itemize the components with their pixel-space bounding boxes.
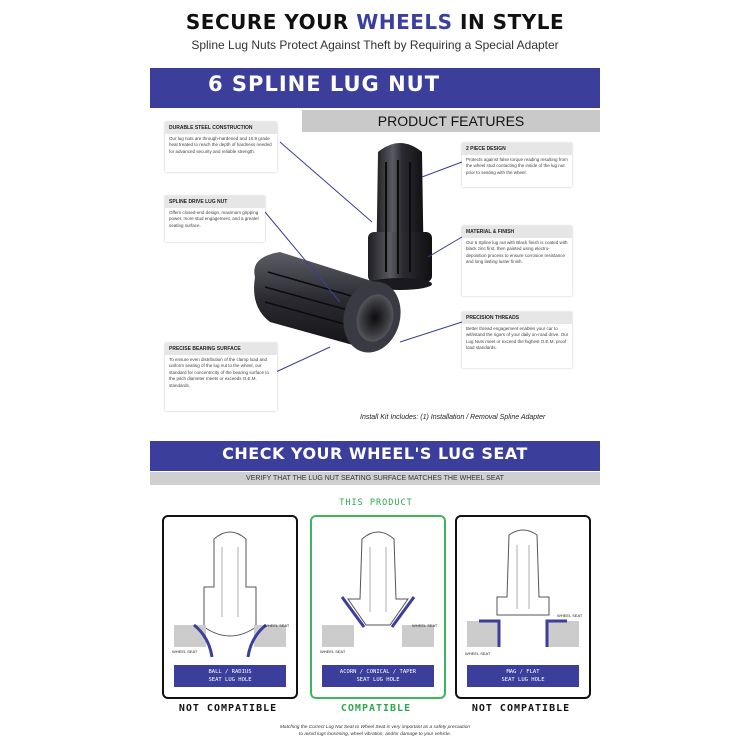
upright-lug-nut [368, 143, 432, 290]
wheel-seat-tag: WHEEL SEAT [172, 649, 198, 654]
callout-material [462, 226, 572, 296]
seat-panel-ball [162, 515, 298, 699]
seat-label-ball-line1: BALL / RADIUS [208, 669, 252, 675]
seat-label-mag [467, 665, 579, 687]
seat-label-acorn-line1: ACORN / CONICAL / TAPER [339, 669, 417, 675]
safety-footnote [180, 724, 570, 738]
seat-panel-acorn [310, 515, 446, 699]
callout-material-heading: MATERIAL & FINISH [462, 226, 572, 238]
seat-label-acorn-line2: SEAT LUG HOLE [356, 677, 400, 683]
seat-label-acorn [322, 665, 434, 687]
title-part-2: IN STYLE [452, 10, 565, 34]
status-acorn: COMPATIBLE [340, 703, 412, 714]
wheel-seat-tag: WHEEL SEAT [320, 649, 346, 654]
page-subtitle: Spline Lug Nuts Protect Against Theft by Requiring a Special Adapter [191, 38, 559, 52]
callout-two-piece-text: Protects against false torque reading resulting from the wheel stud contacting the inside of the lug nut prior to seating with the wheel. [466, 157, 568, 175]
verify-instruction: VERIFY THAT THE LUG NUT SEATING SURFACE MATCHES THE WHEEL SEAT [246, 475, 504, 482]
ball-seat-diagram [164, 517, 296, 667]
callout-durable [165, 122, 277, 172]
features-heading: PRODUCT FEATURES [377, 113, 525, 129]
callout-spline [165, 196, 265, 242]
wheel-seat-tag: WHEEL SEAT [465, 651, 491, 656]
mag-seat-diagram [457, 517, 589, 667]
title-highlight: WHEELS [356, 10, 453, 34]
wheel-seat-tag: WHEEL SEAT [412, 623, 438, 628]
callout-durable-text: Our lug nuts are through-hardened and 10.9 grade heat treated to reach the depth of hardness needed for advanced security and reliable strength. [169, 136, 272, 154]
callout-bearing [165, 343, 277, 411]
install-kit-note: Install Kit Includes: (1) Installation / Removal Spline Adapter [360, 414, 546, 421]
this-product-label: THIS PRODUCT [339, 498, 413, 508]
callout-spline-text: Offers closed-end design, maximum gripping power, more stud engagement, and a greater seating surface. [169, 210, 260, 228]
callout-material-text: Our 6 Spline lug nut with Black finish is coated with black zinc first, then painted using electro-deposition process to ensure corrosion resistance and long lasting luster finish. [466, 240, 568, 265]
wheel-seat-tag: WHEEL SEAT [264, 623, 290, 628]
callout-bearing-heading: PRECISE BEARING SURFACE [165, 343, 277, 355]
callout-spline-heading: SPLINE DRIVE LUG NUT [165, 196, 265, 208]
callout-two-piece [462, 143, 572, 187]
footnote-line-2: to avoid lugs loosening, wheel vibration, and/or damage to your vehicle. [299, 732, 451, 737]
page-title [0, 10, 750, 34]
status-mag: NOT COMPATIBLE [471, 703, 571, 714]
seat-label-mag-line2: SEAT LUG HOLE [501, 677, 545, 683]
title-part-1: SECURE YOUR [185, 10, 357, 34]
seat-label-mag-line1: MAG / FLAT [506, 669, 540, 675]
callout-threads [462, 312, 572, 368]
status-ball: NOT COMPATIBLE [178, 703, 278, 714]
callout-threads-text: Better thread engagement enables your car to withstand the rigors of your daily on-road drive. Our Lug Nuts meet or exceed the highest O.E.M. proof load standards. [466, 326, 569, 351]
callout-durable-heading: DURABLE STEEL CONSTRUCTION [165, 122, 277, 134]
wheel-seat-tag: WHEEL SEAT [557, 613, 583, 618]
footnote-line-1: Matching the Correct Lug Nut Seat to Wheel Seat is very important as a safety precaution [279, 725, 471, 730]
seat-panel-mag [455, 515, 591, 699]
callout-threads-heading: PRECISION THREADS [462, 312, 572, 324]
seat-label-ball [174, 665, 286, 687]
acorn-seat-diagram [312, 517, 444, 667]
lug-seat-banner-title: CHECK YOUR WHEEL'S LUG SEAT [222, 444, 528, 463]
callout-two-piece-heading: 2 PIECE DESIGN [462, 143, 572, 155]
product-banner-title: 6 SPLINE LUG NUT [208, 72, 441, 96]
seat-label-ball-line2: SEAT LUG HOLE [208, 677, 252, 683]
callout-bearing-text: To ensure even distribution of the clamp load and uniform seating of the lug nut to the wheel, our standard for concentricity of the bearing surface to the pitch diameter meets or exceeds O.E.M. standards. [169, 357, 270, 388]
